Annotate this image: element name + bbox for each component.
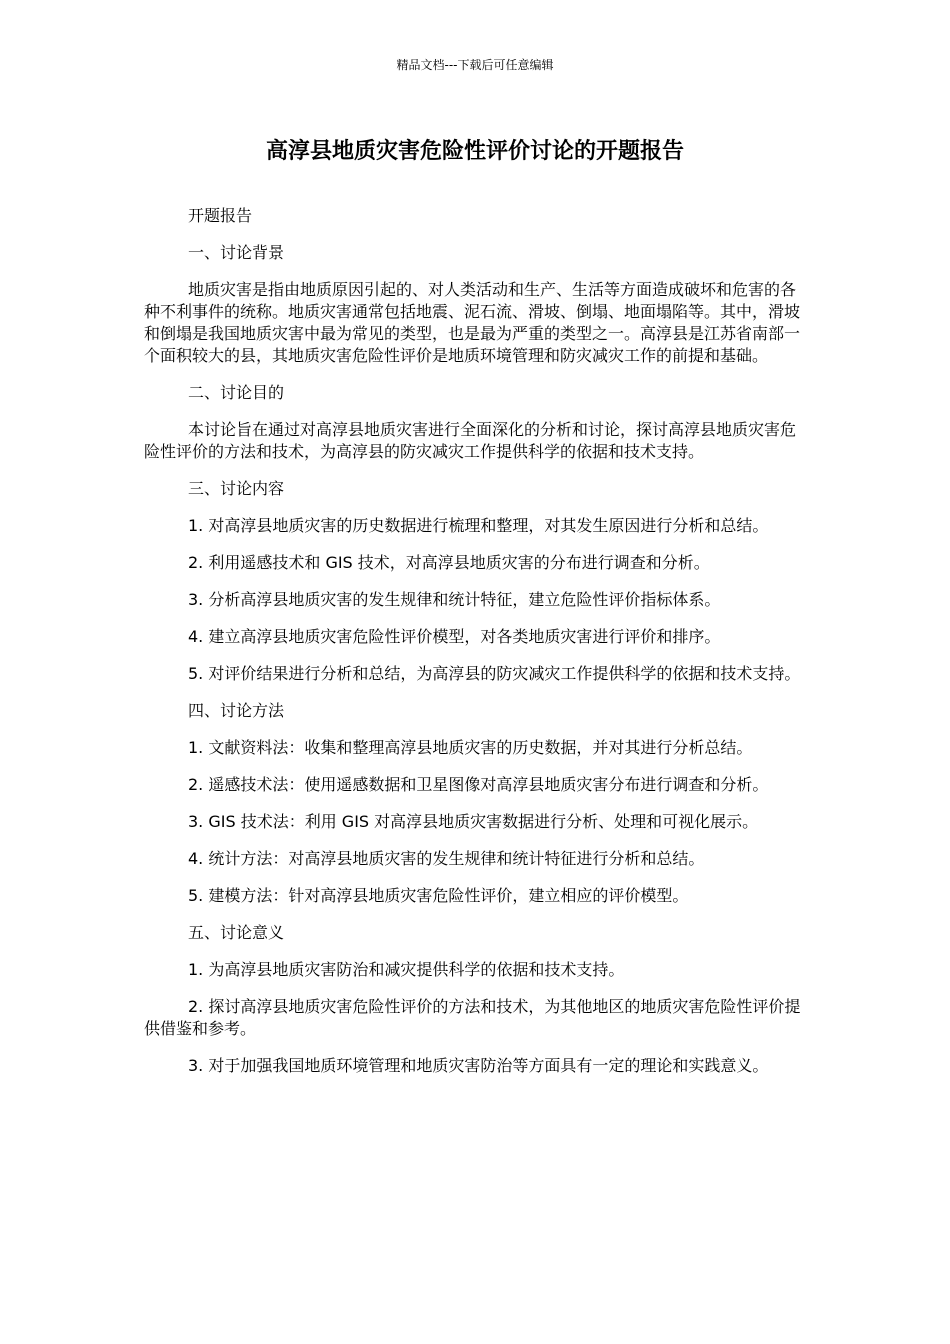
document-body bbox=[144, 205, 808, 1092]
content-item: 1. 对高淳县地质灾害的历史数据进行梳理和整理，对其发生原因进行分析和总结。 bbox=[188, 516, 769, 535]
significance-item: 2. 探讨高淳县地质灾害危险性评价的方法和技术，为其他地区的地质灾害危险性评价提供借鉴和参考。 bbox=[144, 997, 801, 1038]
significance-item: 3. 对于加强我国地质环境管理和地质灾害防治等方面具有一定的理论和实践意义。 bbox=[188, 1056, 769, 1075]
method-item: 4. 统计方法：对高淳县地质灾害的发生规律和统计特征进行分析和总结。 bbox=[188, 849, 705, 868]
method-item: 5. 建模方法：针对高淳县地质灾害危险性评价，建立相应的评价模型。 bbox=[188, 886, 689, 905]
section-heading-content: 三、讨论内容 bbox=[188, 479, 285, 498]
significance-item: 1. 为高淳县地质灾害防治和减灾提供科学的依据和技术支持。 bbox=[188, 960, 625, 979]
paragraph-purpose: 本讨论旨在通过对高淳县地质灾害进行全面深化的分析和讨论，探讨高淳县地质灾害危险性评价的方法和技术，为高淳县的防灾减灾工作提供科学的依据和技术支持。 bbox=[144, 420, 797, 461]
section-heading-methods: 四、讨论方法 bbox=[188, 701, 285, 720]
content-item: 5. 对评价结果进行分析和总结，为高淳县的防灾减灾工作提供科学的依据和技术支持。 bbox=[188, 664, 801, 683]
section-heading-significance: 五、讨论意义 bbox=[188, 923, 285, 942]
content-item: 4. 建立高淳县地质灾害危险性评价模型，对各类地质灾害进行评价和排序。 bbox=[188, 627, 721, 646]
paragraph-background: 地质灾害是指由地质原因引起的、对人类活动和生产、生活等方面造成破坏和危害的各种不利事件的统称。地质灾害通常包括地震、泥石流、滑坡、倒塌、地面塌陷等。其中，滑坡和倒塌是我国地质灾害中最为常见的类型，也是最为严重的类型之一。高淳县是江苏省南部一个面积较大的县，其地质灾害危险性评价是地质环境管理和防灾减灾工作的前提和基础。 bbox=[144, 280, 801, 365]
content-item: 2. 利用遥感技术和 GIS 技术，对高淳县地质灾害的分布进行调查和分析。 bbox=[188, 553, 710, 572]
content-item: 3. 分析高淳县地质灾害的发生规律和统计特征，建立危险性评价指标体系。 bbox=[188, 590, 721, 609]
document-title: 高淳县地质灾害危险性评价讨论的开题报告 bbox=[265, 139, 684, 164]
page-header: 精品文档---下载后可任意编辑 bbox=[396, 58, 554, 72]
method-item: 3. GIS 技术法：利用 GIS 对高淳县地质灾害数据进行分析、处理和可视化展示。 bbox=[188, 812, 759, 831]
section-heading-background: 一、讨论背景 bbox=[188, 243, 285, 262]
section-heading-purpose: 二、讨论目的 bbox=[188, 383, 285, 402]
section-label-report: 开题报告 bbox=[188, 206, 253, 225]
method-item: 2. 遥感技术法：使用遥感数据和卫星图像对高淳县地质灾害分布进行调查和分析。 bbox=[188, 775, 769, 794]
method-item: 1. 文献资料法：收集和整理高淳县地质灾害的历史数据，并对其进行分析总结。 bbox=[188, 738, 753, 757]
